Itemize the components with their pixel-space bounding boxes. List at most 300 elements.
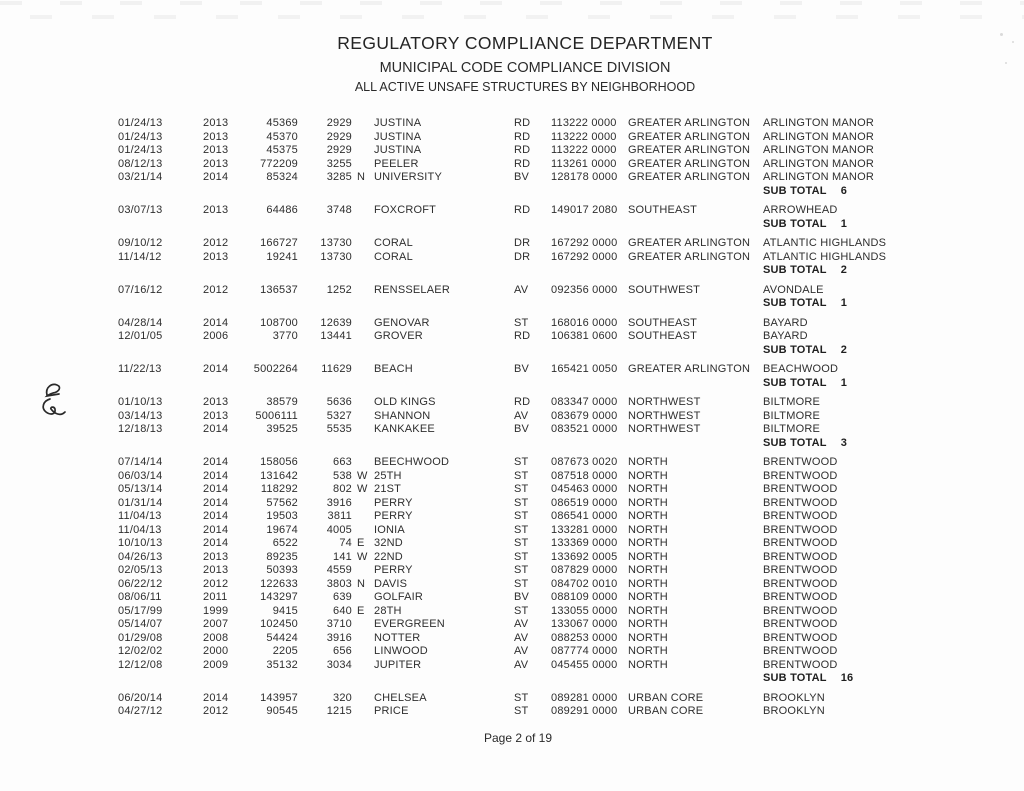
- cell-date: 05/14/07: [118, 618, 163, 630]
- cell-dir: [352, 363, 374, 377]
- cell-neighborhood: BRENTWOOD: [763, 523, 838, 536]
- cell-case: 85324: [266, 171, 298, 183]
- cell-year: 2013: [203, 204, 229, 216]
- cell-district: GREATER ARLINGTON: [628, 250, 751, 263]
- cell-case: 143297: [260, 591, 298, 603]
- cell-case: 19503: [266, 510, 298, 522]
- cell-num: 3748: [326, 204, 352, 216]
- neighborhood-group: [118, 204, 918, 231]
- cell-dir: N: [357, 577, 366, 590]
- cell-district: URBAN CORE: [628, 705, 704, 717]
- cell-street: CORAL: [374, 237, 413, 249]
- cell-num: 4559: [326, 564, 352, 576]
- cell-district: NORTH: [628, 645, 668, 657]
- cell-dir: [352, 317, 374, 331]
- subtotal-row: [118, 185, 918, 199]
- cell-street: LINWOOD: [374, 645, 428, 657]
- cell-dir: [352, 423, 374, 437]
- cell-num: 663: [333, 456, 352, 468]
- cell-type: AV: [514, 658, 529, 671]
- cell-num: 2929: [326, 117, 352, 129]
- cell-num: 2929: [326, 144, 352, 156]
- cell-case: 54424: [266, 631, 298, 644]
- cell-dir: [352, 659, 374, 673]
- cell-case: 19674: [266, 523, 298, 536]
- cell-type: RD: [514, 157, 531, 170]
- subtotal: [763, 672, 918, 686]
- cell-parcel: 133692 0005: [551, 550, 618, 563]
- subtotal-count: 3: [840, 436, 848, 449]
- cell-year: 2008: [203, 631, 229, 644]
- cell-district: NORTH: [628, 618, 668, 630]
- cell-date: 11/04/13: [118, 523, 162, 536]
- cell-dir: [352, 396, 374, 410]
- subtotal-count: 6: [840, 184, 848, 197]
- cell-num: 3255: [326, 157, 352, 170]
- cell-neighborhood: BRENTWOOD: [763, 645, 838, 657]
- subtotal-row: [118, 377, 918, 391]
- cell-street: 21ST: [374, 483, 402, 495]
- cell-type: ST: [514, 537, 529, 549]
- cell-street: 25TH: [374, 469, 402, 482]
- subtotal-row: [118, 344, 918, 358]
- cell-date: 11/04/13: [118, 510, 162, 522]
- table-row: [118, 396, 918, 410]
- table-row: [118, 144, 918, 158]
- cell-type: ST: [514, 523, 529, 536]
- report-title: REGULATORY COMPLIANCE DEPARTMENT: [337, 33, 713, 53]
- cell-type: ST: [514, 705, 529, 717]
- cell-district: GREATER ARLINGTON: [628, 363, 751, 375]
- neighborhood-group: [118, 284, 918, 311]
- cell-year: 2014: [203, 691, 229, 704]
- cell-type: AV: [514, 409, 529, 422]
- cell-dir: [352, 618, 374, 632]
- subtotal-count: 1: [840, 217, 848, 230]
- cell-parcel: 087774 0000: [551, 645, 618, 657]
- cell-num: 13441: [320, 330, 352, 342]
- report-subtitle: MUNICIPAL CODE COMPLIANCE DIVISION: [379, 60, 671, 76]
- cell-case: 108700: [260, 316, 298, 329]
- cell-parcel: 133281 0000: [551, 523, 618, 536]
- cell-neighborhood: ATLANTIC HIGHLANDS: [763, 237, 887, 249]
- subtotal-label: SUB TOTAL: [763, 343, 827, 356]
- cell-parcel: 087673 0020: [551, 456, 618, 468]
- cell-num: 3916: [326, 631, 352, 644]
- cell-neighborhood: BROOKLYN: [763, 691, 825, 704]
- cell-parcel: 089291 0000: [551, 705, 618, 717]
- cell-num: 639: [333, 591, 352, 603]
- cell-type: ST: [514, 564, 529, 576]
- cell-neighborhood: BRENTWOOD: [763, 604, 838, 617]
- cell-type: DR: [514, 237, 531, 249]
- cell-parcel: 113261 0000: [551, 157, 617, 170]
- cell-parcel: 088109 0000: [551, 591, 618, 603]
- cell-district: GREATER ARLINGTON: [628, 171, 751, 183]
- cell-street: PRICE: [374, 705, 409, 717]
- cell-parcel: 083521 0000: [551, 423, 618, 435]
- cell-district: NORTH: [628, 456, 668, 468]
- cell-type: AV: [514, 631, 529, 644]
- subtotal-label: SUB TOTAL: [763, 217, 827, 230]
- cell-dir: [352, 456, 374, 470]
- cell-district: GREATER ARLINGTON: [628, 144, 751, 156]
- cell-dir: [352, 524, 374, 538]
- cell-dir: [352, 144, 374, 158]
- cell-case: 89235: [266, 550, 298, 563]
- cell-street: JUSTINA: [374, 117, 422, 129]
- table-row: [118, 410, 918, 424]
- cell-street: CHELSEA: [374, 691, 427, 704]
- cell-dir: [352, 204, 374, 218]
- table-row: [118, 483, 918, 497]
- cell-year: 2014: [203, 496, 229, 509]
- cell-district: NORTH: [628, 510, 668, 522]
- cell-case: 45375: [266, 144, 298, 156]
- cell-case: 50393: [266, 564, 298, 576]
- cell-district: GREATER ARLINGTON: [628, 237, 751, 249]
- cell-date: 07/14/14: [118, 456, 163, 468]
- cell-district: SOUTHWEST: [628, 283, 701, 296]
- table-row: [118, 510, 918, 524]
- cell-case: 90545: [266, 705, 298, 717]
- cell-parcel: 149017 2080: [551, 204, 618, 216]
- subtotal-count: 2: [840, 264, 848, 276]
- cell-type: AV: [514, 645, 529, 657]
- cell-parcel: 092356 0000: [551, 283, 618, 296]
- cell-type: ST: [514, 496, 529, 509]
- cell-neighborhood: BROOKLYN: [763, 705, 825, 717]
- cell-dir: [352, 284, 374, 298]
- cell-year: 2009: [203, 658, 229, 671]
- cell-type: BV: [514, 171, 530, 183]
- cell-type: AV: [514, 618, 529, 630]
- table-row: [118, 659, 918, 673]
- cell-street: OLD KINGS: [374, 396, 436, 408]
- cell-parcel: 168016 0000: [551, 316, 618, 329]
- cell-date: 10/10/13: [118, 537, 163, 549]
- cell-num: 13730: [320, 250, 352, 263]
- table-row: [118, 618, 918, 632]
- subtotal: [763, 218, 918, 232]
- subtotal-row: [118, 264, 918, 278]
- cell-type: BV: [514, 591, 530, 603]
- cell-neighborhood: ARLINGTON MANOR: [763, 130, 874, 143]
- cell-dir: [352, 591, 374, 605]
- cell-type: RD: [514, 117, 531, 129]
- cell-street: NOTTER: [374, 631, 421, 644]
- cell-case: 131642: [260, 469, 298, 482]
- cell-year: 2013: [203, 144, 229, 156]
- report-subtitle-2: ALL ACTIVE UNSAFE STRUCTURES BY NEIGHBORHOOD: [354, 80, 696, 94]
- cell-date: 03/07/13: [118, 204, 163, 216]
- cell-parcel: 113222 0000: [551, 130, 617, 143]
- cell-num: 640: [333, 604, 352, 617]
- subtotal-label: SUB TOTAL: [763, 376, 827, 389]
- table-row: [118, 204, 918, 218]
- cell-year: 2007: [203, 618, 229, 630]
- cell-case: 2205: [272, 645, 298, 657]
- table-row: [118, 470, 918, 484]
- cell-case: 5002264: [253, 363, 298, 375]
- cell-neighborhood: BRENTWOOD: [763, 631, 838, 644]
- table-row: [118, 591, 918, 605]
- cell-num: 13730: [320, 237, 352, 249]
- subtotal-row: [118, 672, 918, 686]
- table-row: [118, 645, 918, 659]
- subtotal-label: SUB TOTAL: [763, 264, 827, 276]
- cell-num: 3034: [326, 658, 352, 671]
- subtotal: [763, 264, 918, 278]
- cell-date: 03/14/13: [118, 409, 163, 422]
- cell-year: 2011: [203, 591, 228, 603]
- cell-num: 3811: [327, 510, 352, 522]
- cell-neighborhood: BRENTWOOD: [763, 564, 838, 576]
- cell-parcel: 045463 0000: [551, 483, 618, 495]
- subtotal: [763, 297, 918, 311]
- cell-case: 136537: [260, 283, 298, 296]
- cell-dir: [352, 564, 374, 578]
- cell-district: NORTH: [628, 496, 668, 509]
- cell-num: 3803: [326, 577, 352, 590]
- cell-parcel: 106381 0600: [551, 330, 618, 342]
- cell-district: NORTHWEST: [628, 396, 701, 408]
- cell-num: 3916: [326, 496, 352, 509]
- cell-case: 64486: [266, 204, 298, 216]
- cell-year: 2013: [203, 409, 229, 422]
- cell-neighborhood: ARLINGTON MANOR: [763, 171, 874, 183]
- cell-date: 12/01/05: [118, 330, 163, 342]
- subtotal-count: 1: [840, 297, 848, 309]
- cell-district: NORTH: [628, 658, 668, 671]
- cell-num: 1215: [326, 705, 352, 717]
- cell-case: 9415: [272, 604, 298, 617]
- subtotal-row: [118, 218, 918, 232]
- subtotal-label: SUB TOTAL: [763, 436, 827, 449]
- cell-neighborhood: BILTMORE: [763, 423, 821, 435]
- cell-street: BEACH: [374, 363, 413, 375]
- cell-district: NORTHWEST: [628, 423, 701, 435]
- subtotal-count: 2: [840, 343, 848, 356]
- cell-neighborhood: BRENTWOOD: [763, 456, 838, 468]
- cell-case: 6522: [272, 537, 298, 549]
- cell-type: AV: [514, 283, 529, 296]
- cell-parcel: 083679 0000: [551, 409, 618, 422]
- cell-year: 2014: [203, 523, 229, 536]
- cell-num: 5636: [326, 396, 352, 408]
- cell-dir: [352, 410, 374, 424]
- cell-district: NORTH: [628, 469, 668, 482]
- cell-parcel: 086541 0000: [551, 510, 618, 522]
- subtotal: [763, 377, 918, 391]
- cell-street: GENOVAR: [374, 316, 430, 329]
- page-number: Page 2 of 19: [483, 731, 553, 745]
- cell-type: RD: [514, 396, 531, 408]
- cell-case: 19241: [266, 250, 298, 263]
- cell-type: RD: [514, 130, 531, 143]
- cell-year: 2013: [203, 250, 229, 263]
- cell-date: 04/28/14: [118, 316, 163, 329]
- cell-num: 5327: [326, 409, 352, 422]
- cell-date: 08/12/13: [118, 157, 163, 170]
- cell-date: 01/10/13: [118, 396, 163, 408]
- cell-type: ST: [514, 550, 529, 563]
- cell-district: NORTHWEST: [628, 409, 701, 422]
- cell-year: 1999: [203, 604, 229, 617]
- cell-year: 2014: [203, 469, 229, 482]
- cell-neighborhood: BRENTWOOD: [763, 577, 838, 590]
- cell-type: RD: [514, 204, 531, 216]
- cell-neighborhood: BRENTWOOD: [763, 483, 838, 495]
- cell-case: 57562: [266, 496, 298, 509]
- subtotal-label: SUB TOTAL: [763, 297, 827, 309]
- table-row: [118, 284, 918, 298]
- cell-dir: E: [357, 537, 365, 549]
- cell-year: 2014: [203, 456, 229, 468]
- cell-date: 01/31/14: [118, 496, 163, 509]
- cell-district: NORTH: [628, 564, 668, 576]
- cell-date: 03/21/14: [118, 171, 163, 183]
- cell-neighborhood: BILTMORE: [763, 396, 821, 408]
- cell-parcel: 133067 0000: [551, 618, 618, 630]
- cell-dir: W: [357, 550, 368, 563]
- cell-district: URBAN CORE: [628, 691, 704, 704]
- cell-neighborhood: BRENTWOOD: [763, 591, 838, 603]
- table-row: [118, 117, 918, 131]
- cell-street: JUPITER: [374, 658, 422, 671]
- cell-street: PEELER: [374, 157, 419, 170]
- cell-year: 2000: [203, 645, 229, 657]
- cell-case: 45369: [266, 117, 298, 129]
- cell-type: ST: [514, 510, 529, 522]
- cell-year: 2014: [203, 316, 229, 329]
- subtotal-row: [118, 437, 918, 451]
- cell-year: 2013: [203, 157, 229, 170]
- cell-district: NORTH: [628, 604, 668, 617]
- cell-date: 08/06/11: [118, 591, 162, 603]
- cell-street: GOLFAIR: [374, 591, 424, 603]
- cell-district: SOUTHEAST: [628, 316, 698, 329]
- cell-street: IONIA: [374, 523, 405, 536]
- cell-neighborhood: BAYARD: [763, 316, 808, 329]
- neighborhood-group: [118, 363, 918, 390]
- cell-date: 06/20/14: [118, 691, 163, 704]
- cell-neighborhood: BILTMORE: [763, 409, 821, 422]
- cell-street: EVERGREEN: [374, 618, 445, 630]
- cell-date: 12/18/13: [118, 423, 163, 435]
- cell-neighborhood: BRENTWOOD: [763, 537, 838, 549]
- table-row: [118, 605, 918, 619]
- cell-num: 11629: [321, 363, 352, 375]
- table-row: [118, 456, 918, 470]
- cell-street: PERRY: [374, 510, 413, 522]
- cell-case: 38579: [266, 396, 298, 408]
- cell-street: DAVIS: [374, 577, 408, 590]
- cell-num: 4005: [326, 523, 352, 536]
- cell-date: 11/14/12: [118, 250, 162, 263]
- table-row: [118, 158, 918, 172]
- cell-date: 02/05/13: [118, 564, 163, 576]
- cell-neighborhood: BRENTWOOD: [763, 658, 838, 671]
- cell-year: 2012: [203, 577, 229, 590]
- subtotal: [763, 344, 918, 358]
- cell-dir: W: [357, 469, 368, 482]
- cell-street: SHANNON: [374, 409, 431, 422]
- cell-num: 3710: [326, 618, 352, 630]
- cell-date: 12/12/08: [118, 658, 163, 671]
- cell-dir: [352, 251, 374, 265]
- cell-case: 158056: [260, 456, 298, 468]
- cell-num: 5535: [326, 423, 352, 435]
- cell-neighborhood: ARLINGTON MANOR: [763, 157, 874, 170]
- cell-case: 5006111: [255, 409, 298, 422]
- cell-district: SOUTHEAST: [628, 204, 698, 216]
- cell-date: 05/13/14: [118, 483, 163, 495]
- cell-neighborhood: BRENTWOOD: [763, 496, 838, 509]
- table-row: [118, 237, 918, 251]
- cell-district: NORTH: [628, 550, 668, 563]
- cell-parcel: 167292 0000: [551, 237, 618, 249]
- cell-type: RD: [514, 144, 531, 156]
- cell-district: NORTH: [628, 537, 668, 549]
- cell-year: 2013: [203, 130, 229, 143]
- cell-case: 3770: [272, 330, 298, 342]
- table-row: [118, 632, 918, 646]
- subtotal-label: SUB TOTAL: [763, 672, 827, 684]
- cell-dir: N: [357, 171, 366, 183]
- cell-district: NORTH: [628, 483, 668, 495]
- cell-year: 2006: [203, 330, 229, 342]
- cell-date: 06/22/12: [118, 577, 163, 590]
- cell-neighborhood: BRENTWOOD: [763, 510, 838, 522]
- report-table: [118, 117, 918, 725]
- neighborhood-group: [118, 396, 918, 450]
- cell-neighborhood: BRENTWOOD: [763, 618, 838, 630]
- table-row: [118, 317, 918, 331]
- cell-district: NORTH: [628, 631, 668, 644]
- cell-dir: [352, 510, 374, 524]
- cell-case: 772209: [260, 157, 298, 170]
- cell-parcel: 133369 0000: [551, 537, 618, 549]
- cell-num: 2929: [326, 130, 352, 143]
- cell-street: BEECHWOOD: [374, 456, 450, 468]
- subtotal-row: [118, 297, 918, 311]
- cell-num: 141: [333, 550, 352, 563]
- neighborhood-group: [118, 237, 918, 278]
- cell-neighborhood: BEACHWOOD: [763, 363, 839, 375]
- cell-date: 01/24/13: [118, 144, 163, 156]
- cell-year: 2013: [203, 396, 229, 408]
- cell-street: JUSTINA: [374, 130, 422, 143]
- cell-dir: W: [357, 483, 368, 495]
- cell-year: 2012: [203, 705, 229, 717]
- cell-neighborhood: BRENTWOOD: [763, 469, 838, 482]
- cell-type: ST: [514, 483, 529, 495]
- cell-dir: [352, 237, 374, 251]
- cell-district: NORTH: [628, 577, 668, 590]
- cell-date: 07/16/12: [118, 283, 163, 296]
- table-row: [118, 524, 918, 538]
- cell-street: JUSTINA: [374, 144, 422, 156]
- cell-parcel: 088253 0000: [551, 631, 618, 644]
- cell-parcel: 084702 0010: [551, 577, 618, 590]
- table-row: [118, 363, 918, 377]
- cell-year: 2014: [203, 483, 229, 495]
- cell-year: 2014: [203, 363, 229, 375]
- cell-year: 2014: [203, 423, 229, 435]
- scanner-edge-artifact: [0, 15, 1024, 19]
- table-row: [118, 705, 918, 719]
